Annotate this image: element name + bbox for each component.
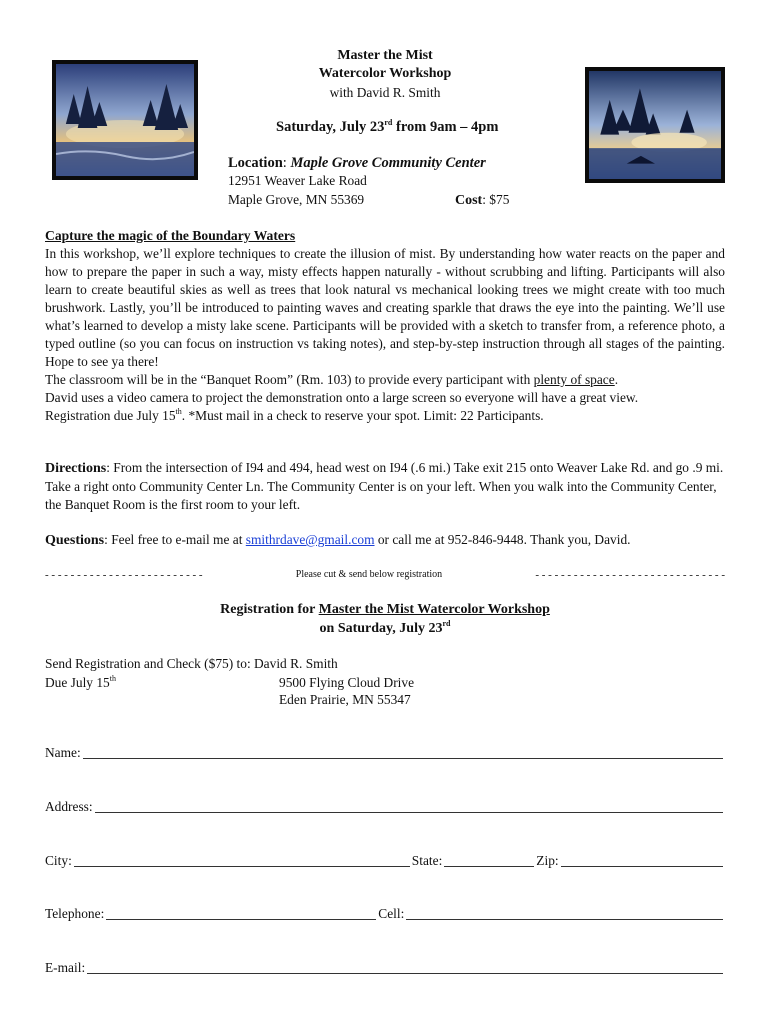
cost-value: : $75 — [482, 192, 510, 207]
intro-paragraph: In this workshop, we’ll explore techniques to create the illusion of mist. By understanding how water reacts on the paper and how to prepare the paper in such a way, misty effects happen naturally - without scrubbing and lifting. Participants will also learn to create beautiful skies as well as trees that look natural vs mechanical looking trees we might create with too much brushwork. Lastly, you’ll be introduced to painting waves and creating sparkle that draws the eye into the painting. We’ll use what’s learned to develop a misty lake scene. Participants will be provided with a sketch to transfer from, a reference photo, a typed outline (so you can focus on instruction vs taking notes), and step-by-step instruction through all stages of the painting. Hope to see ya there! The classroom will be in the “Banquet Room” (Rm. 103) to provide every participant with plenty of space. David uses a video camera to project the demonstration onto a large screen so everyone will have a great view. Registration due July 15th. *Must mail in a check to reserve your spot. Limit: 22 Participants. — [45, 246, 725, 423]
name-label: Name: — [45, 745, 81, 760]
email-field[interactable] — [87, 960, 723, 974]
address-label: Address: — [45, 799, 93, 814]
misty-lake-painting-right — [589, 71, 721, 179]
cell-field[interactable] — [406, 906, 723, 920]
zip-field[interactable] — [561, 853, 723, 867]
intro-body: In this workshop, we’ll explore techniques to create the illusion of mist. By understanding how water reacts on the paper and how to prepare the paper in such a way, misty effects happen naturally - without scrubbing and lifting. Participants will also learn to create beautiful skies as well as trees that look natural vs mechanical looking trees we might create with too much brushwork. Lastly, you’ll be introduced to painting waves and creating sparkle that draws the eye into the painting. We’ll use what’s learned to develop a misty lake scene. Participants will be provided with a sketch to transfer from, a reference photo, a typed outline (so you can focus on instruction vs taking notes), and step-by-step instruction through all stages of the painting. Hope to see ya there! — [45, 246, 725, 369]
painting-right — [585, 67, 725, 183]
misty-lake-painting-left — [56, 64, 194, 176]
state-field[interactable] — [444, 853, 534, 867]
due-line: Due July 15th — [45, 674, 116, 690]
mail-address-line2: Eden Prairie, MN 55347 — [279, 692, 411, 707]
plenty-of-space-link[interactable]: plenty of space — [533, 372, 615, 387]
email-label: E-mail: — [45, 960, 86, 975]
location-label: Location — [228, 155, 283, 171]
location-line: Location: Maple Grove Community Center — [228, 155, 486, 171]
name-field[interactable] — [83, 745, 723, 759]
telephone-field[interactable] — [106, 906, 376, 920]
workshop-date: Saturday, July 23rd from 9am – 4pm — [276, 118, 499, 135]
painting-left — [52, 60, 198, 180]
address-field[interactable] — [95, 799, 723, 813]
workshop-title-line2: Watercolor Workshop — [318, 66, 452, 81]
telephone-label: Telephone: — [45, 906, 105, 921]
city-state-zip-row — [45, 852, 725, 870]
cut-line — [45, 568, 725, 582]
cut-label: Please cut & send below registration — [295, 569, 443, 580]
city-label: City: — [45, 853, 72, 868]
state-label: State: — [411, 853, 443, 868]
cell-label: Cell: — [378, 906, 405, 921]
cost-label: Cost — [455, 193, 483, 208]
city-field[interactable] — [74, 853, 410, 867]
email-link[interactable]: smithrdave@gmail.com — [245, 532, 375, 547]
video-text: David uses a video camera to project the demonstration onto a large screen so everyone will have a great view. — [45, 390, 639, 405]
address-row — [45, 798, 725, 816]
cut-dashes-right: - - - - - - - - - - - - - - - - - - - - - - - - - - - - - - — [535, 569, 725, 581]
instructor-line: with David R. Smith — [329, 85, 441, 100]
email-row — [45, 959, 725, 977]
questions-label: Questions — [45, 533, 105, 548]
cut-dashes-left: - - - - - - - - - - - - - - - - - - - - - - - - - — [45, 569, 203, 581]
zip-label: Zip: — [536, 853, 559, 868]
telephone-cell-row — [45, 905, 725, 923]
questions-paragraph: Questions: Feel free to e-mail me at smithrdave@gmail.com or call me at 952-846-9448. Thank you, David. — [45, 532, 631, 548]
send-to-line: Send Registration and Check ($75) to: David R. Smith — [45, 656, 338, 671]
directions-label: Directions — [45, 461, 107, 476]
directions-text: : From the intersection of I94 and 494, head west on I94 (.6 mi.) Take exit 215 onto Weaver Lake Rd. and go .9 mi. Take a right onto Community Center Ln. The Community Center is on your left. When you walk into the Community Center, the Banquet Room is the first room to your left. — [45, 460, 724, 512]
address-line1: 12951 Weaver Lake Road — [228, 173, 367, 188]
cost-line — [455, 191, 509, 210]
workshop-title-line1: Master the Mist — [337, 48, 433, 63]
address-line2: Maple Grove, MN 55369 — [228, 192, 365, 207]
registration-title: Registration for Master the Mist Watercolor Workshop — [220, 602, 550, 617]
name-row — [45, 744, 725, 762]
directions-paragraph — [45, 459, 725, 514]
registration-date: on Saturday, July 23rd — [319, 619, 451, 636]
intro-heading: Capture the magic of the Boundary Waters — [45, 228, 296, 243]
location-value: Maple Grove Community Center — [290, 155, 486, 171]
mail-address-line1: 9500 Flying Cloud Drive — [279, 675, 415, 690]
